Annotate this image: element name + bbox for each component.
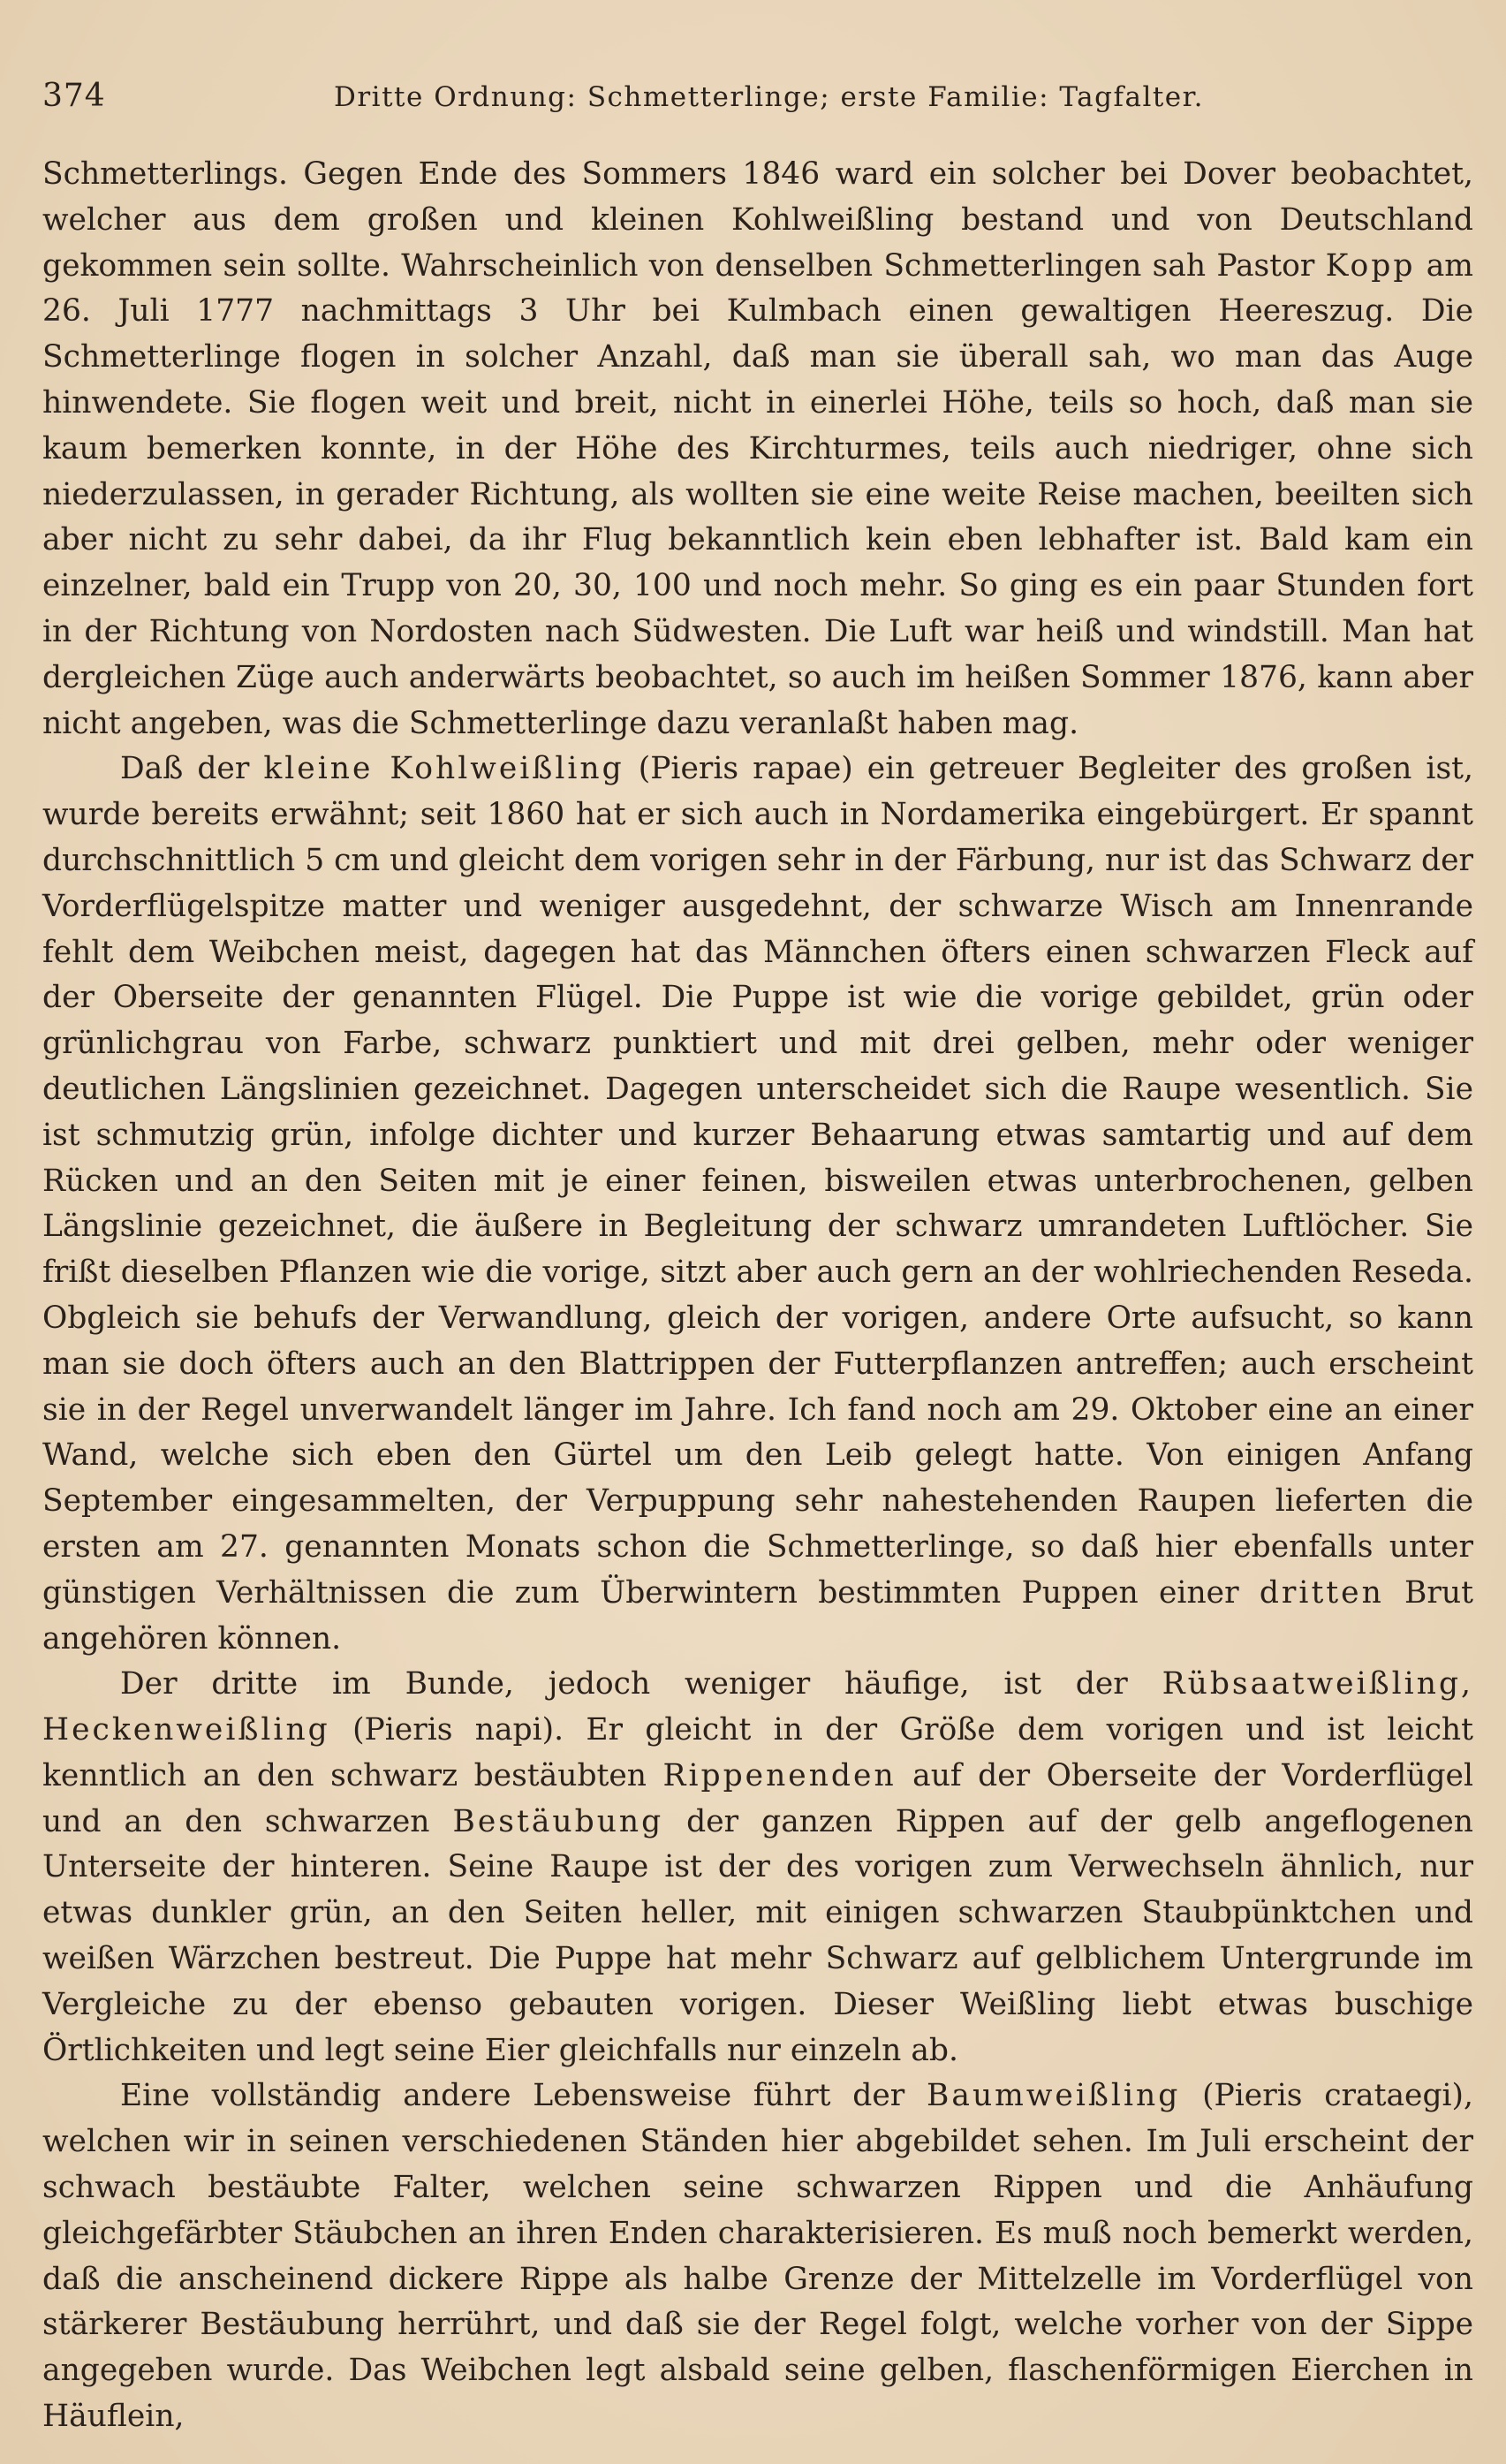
page-number: 374 — [42, 78, 106, 114]
spaced-term-baumweissling: Baumweißling — [927, 2078, 1181, 2114]
paragraph-2 — [42, 747, 1473, 1662]
text-segment: Daß der — [120, 751, 264, 787]
text-segment: (Pieris crataegi), welchen wir in seinen verschiedenen Ständen hier abgebildet sehen. Im Juli erscheint der schwach bestäubte Falter, welchen seine schwarzen Rippen und die Anhäufung gleichgefärbter Stäubchen an ihren Enden charakterisieren. Es muß noch bemerkt werden, daß die anscheinend dickere Rippe als halbe Grenze der Mittelzelle im Vorderflügel von stärkerer Bestäubung herrührt, und daß sie der Regel folgt, welche vorher von der Sippe angegeben wurde. Das Weibchen legt alsbald seine gelben, flaschenförmigen Eierchen in Häuflein, — [42, 2078, 1473, 2435]
spaced-term-rippenenden: Rippenenden — [662, 1757, 897, 1793]
page-header — [42, 78, 1473, 131]
text-segment: Schmetterlings. Gegen Ende des Sommers 1846 ward ein solcher bei Dover beobachtet, welcher aus dem großen und kleinen Kohlweißling bestand und von Deutschland gekommen sein sollte. Wahrscheinlich von denselben Schmetterlingen sah Pastor — [42, 156, 1473, 284]
book-page — [42, 78, 1473, 2440]
text-segment: der ganzen Rippen auf der gelb angeflogenen Unterseite der hinteren. Seine Raupe ist der des vorigen zum Verwechseln ähnlich, nur etwas dunkler grün, an den Seiten heller, mit einigen schwarzen Staubpünktchen und weißen Wärzchen bestreut. Die Puppe hat mehr Schwarz auf gelblichem Untergrunde im Vergleiche zu der ebenso gebauten vorigen. Dieser Weißling liebt etwas buschige Örtlichkeiten und legt seine Eier gleichfalls nur einzeln ab. — [42, 1803, 1473, 2068]
spaced-name-kopp: Kopp — [1325, 247, 1416, 284]
text-segment: (Pieris napi). Er gleicht in der Größe dem vorigen und ist leicht kenntlich an den schwarz bestäubten — [42, 1712, 1473, 1793]
text-segment: (Pieris rapae) ein getreuer Begleiter des großen ist, wurde bereits erwähnt; seit 1860 hat er sich auch in Nordamerika eingebürgert. Er spannt durchschnittlich 5 cm und gleicht dem vorigen sehr in der Färbung, nur ist das Schwarz der Vorderflügelspitze matter und weniger ausgedehnt, der schwarze Wisch am Innenrande fehlt dem Weibchen meist, dagegen hat das Männchen öfters einen schwarzen Fleck auf der Oberseite der genannten Flügel. Die Puppe ist wie die vorige gebildet, grün oder grünlichgrau von Farbe, schwarz punktiert und mit drei gelben, mehr oder weniger deutlichen Längslinien gezeichnet. Dagegen unterscheidet sich die Raupe wesentlich. Sie ist schmutzig grün, infolge dichter und kurzer Behaarung etwas samtartig und auf dem Rücken und an den Seiten mit je einer feinen, bisweilen etwas unterbrochenen, gelben Längslinie gezeichnet, die äußere in Begleitung der schwarz umrandeten Luftlöcher. Sie frißt dieselben Pflanzen wie die vorige, sitzt aber auch gern an der wohlriechenden Reseda. Obgleich sie behufs der Verwandlung, gleich der vorigen, andere Orte aufsucht, so kann man sie doch öfters auch an den Blattrippen der Futterpflanzen antreffen; auch erscheint sie in der Regel unverwandelt länger im Jahre. Ich fand noch am 29. Oktober eine an einer Wand, welche sich eben den Gürtel um den Leib gelegt hatte. Von einigen Anfang September eingesammelten, der Verpuppung sehr nahestehenden Raupen lieferten die ersten am 27. genannten Monats schon die Schmetterlinge, so daß hier ebenfalls unter günstigen Verhältnissen die zum Überwintern bestimmten Puppen einer — [42, 751, 1473, 1611]
paragraph-4 — [42, 2074, 1473, 2439]
body-text — [42, 152, 1473, 2440]
text-segment: Der dritte im Bunde, jedoch weniger häufige, ist der — [120, 1666, 1162, 1702]
spaced-term-bestaeubung: Bestäubung — [452, 1803, 664, 1839]
running-head: Dritte Ordnung: Schmetterlinge; erste Familie: Tagfalter. — [334, 81, 1204, 113]
text-segment: am 26. Juli 1777 nachmittags 3 Uhr bei Kulmbach einen gewaltigen Heereszug. Die Schmetterlinge flogen in solcher Anzahl, daß man sie überall sah, wo man das Auge hinwendete. Sie flogen weit und breit, nicht in einerlei Höhe, teils so hoch, daß man sie kaum bemerken konnte, in der Höhe des Kirchturmes, teils auch niedriger, ohne sich niederzulassen, in gerader Richtung, als wollten sie eine weite Reise machen, beeilten sich aber nicht zu sehr dabei, da ihr Flug bekanntlich kein eben lebhafter ist. Bald kam ein einzelner, bald ein Trupp von 20, 30, 100 und noch mehr. So ging es ein paar Stunden fort in der Richtung von Nordosten nach Südwesten. Die Luft war heiß und windstill. Man hat dergleichen Züge auch anderwärts beobachtet, so auch im heißen Sommer 1876, kann aber nicht angeben, was die Schmetterlinge dazu veranlaßt haben mag. — [42, 247, 1474, 741]
spaced-term-kleine-kohlweissling: kleine Kohlweißling — [263, 751, 624, 787]
spaced-term-dritten: dritten — [1259, 1574, 1384, 1611]
text-segment: auf der Oberseite der Vorderflügel und an den schwarzen — [42, 1757, 1473, 1839]
text-segment: Brut angehören können. — [42, 1574, 1473, 1657]
paragraph-1 — [42, 152, 1473, 747]
spaced-term-ruebsaatweissling: Rübsaatweißling, Heckenweißling — [42, 1666, 1473, 1748]
text-segment: Eine vollständig andere Lebensweise führt der — [120, 2078, 927, 2114]
paragraph-3 — [42, 1662, 1473, 2074]
